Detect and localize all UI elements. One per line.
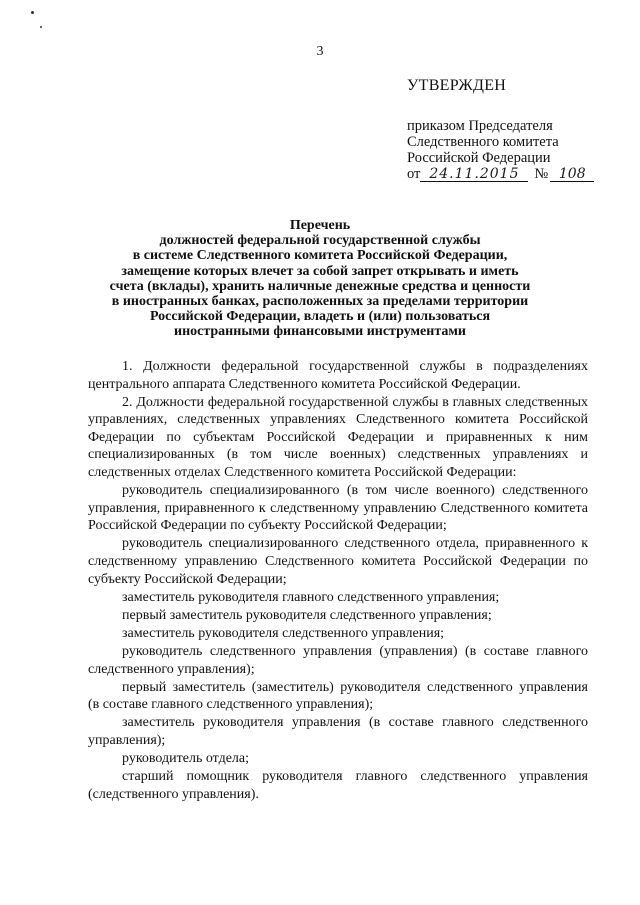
approval-date-line [407, 166, 617, 182]
number-sign: № [534, 166, 549, 182]
title-line: в иностранных банках, расположенных за пределами территории [111, 294, 529, 310]
list-item: заместитель руководителя главного следственного управления; [122, 589, 500, 605]
approval-heading: УТВЕРЖДЕН [407, 77, 507, 94]
approval-line: Российской Федерации [407, 150, 551, 166]
title-line: замещение которых влечет за собой запрет открывать и иметь [121, 263, 519, 279]
paragraph: 1. Должности федеральной государственной службы в подразделениях центрального аппарата Следственного комитета Российской Федерации. [88, 359, 588, 392]
handwritten-date: 24.11.2015 [420, 167, 528, 182]
approval-line: приказом Председателя [407, 118, 553, 134]
list-item: первый заместитель (заместитель) руководителя следственного управления (в составе главного следственного управления); [88, 679, 588, 713]
list-item: руководитель специализированного следственного отдела, приравненного к следственному управлению Следственного комитета Российской Федерации по субъекту Российской Федерации; [88, 536, 588, 587]
title-line: в системе Следственного комитета Российской Федерации, [132, 248, 508, 264]
scan-speck [31, 11, 34, 14]
list-item: руководитель отдела; [122, 751, 250, 767]
title-line: Российской Федерации, владеть и (или) пользоваться [149, 309, 491, 325]
list-item: заместитель руководителя управления (в составе главного следственного управления); [88, 715, 588, 748]
list-item: старший помощник руководителя главного следственного управления (следственного управления). [88, 769, 588, 802]
scan-speck [40, 26, 42, 28]
title-line: счета (вклады), хранить наличные денежные средства и ценности [109, 278, 531, 294]
paragraph: 2. Должности федеральной государственной службы в главных следственных управлениях, следственных управлениях Следственного комитета Российской Федерации по субъектам Российской Федерации и приравненных к ним специализированных (в том числе военных) следственных управлениях и следственных отделах Следственного комитета Российской Федерации: [88, 394, 588, 481]
date-prefix: от [407, 166, 421, 182]
page-number: 3 [316, 44, 324, 59]
document-title [90, 218, 550, 340]
document-body [88, 358, 588, 804]
approval-block [407, 78, 617, 182]
list-item: руководитель следственного управления (управления) (в составе главного следственного управления); [88, 644, 588, 677]
approval-line: Следственного комитета [407, 134, 559, 150]
list-item: заместитель руководителя следственного управления; [122, 625, 445, 641]
handwritten-number: 108 [550, 167, 594, 182]
title-line: должностей федеральной государственной службы [159, 233, 481, 249]
title-line: Перечень [289, 218, 351, 233]
list-item: руководитель специализированного (в том числе военного) следственного управления, приравненного к следственному управлению Следственного комитета Российской Федерации по субъекту Российской Федерации; [88, 483, 588, 534]
title-line: иностранными финансовыми инструментами [174, 324, 466, 340]
list-item: первый заместитель руководителя следственного управления; [122, 607, 492, 623]
